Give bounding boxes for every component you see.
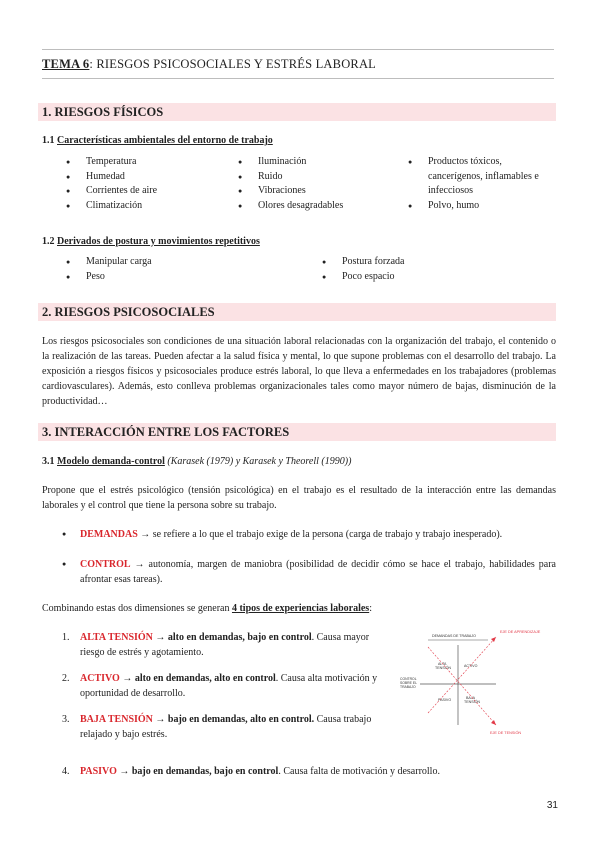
diagram-left-label: TRABAJO — [400, 685, 416, 689]
list-item: ● Polvo, humo — [408, 199, 558, 214]
item-number: 1. — [62, 632, 70, 643]
list-item: ● Corrientes de aire — [66, 184, 216, 199]
combine-line — [42, 601, 556, 616]
type-term: PASIVO — [80, 766, 117, 777]
page-title — [42, 57, 376, 72]
list-item: ● Humedad — [66, 170, 216, 185]
quadrant-alta-tension: ALTA — [438, 662, 447, 666]
eje-aprendizaje-arrowhead — [491, 637, 496, 642]
physical-list-col2 — [238, 155, 398, 213]
diagram-top-label: DEMANDAS DE TRABAJO — [432, 634, 476, 638]
list-item: ● Peso — [66, 270, 266, 285]
title-rest: : RIESGOS PSICOSOCIALES Y ESTRÉS LABORAL — [89, 57, 377, 71]
subsection-1-2-num: 1.2 — [42, 236, 57, 247]
demandas-text — [80, 527, 556, 542]
list-item: ● Iluminación — [238, 155, 398, 170]
type-effect: . Causa alta motivación y oportunidad de desarrollo. — [80, 673, 378, 699]
list-item: ● Climatización — [66, 199, 216, 214]
subsection-1-1 — [42, 135, 273, 146]
quadrant-baja-tension: BAJA — [466, 696, 475, 700]
experience-types-list-last — [62, 764, 556, 790]
item-number: 2. — [62, 673, 70, 684]
demandas-def: → se refiere a lo que el trabajo exige de la persona (carga de trabajo y trabajo inesperado). — [137, 529, 503, 540]
quadrant-baja-tension: TENSIÓN — [464, 700, 480, 704]
subsection-3-1-cite: (Karasek (1979) y Karasek y Theorell (1990)) — [164, 456, 352, 467]
type-term: ACTIVO — [80, 673, 120, 684]
list-item: ● Postura forzada — [322, 255, 522, 270]
type-definition: → bajo en demandas, alto en control. — [152, 714, 315, 725]
experience-type-item — [62, 712, 382, 742]
quadrant-pasivo: PASIVO — [438, 698, 452, 702]
list-item: ● Poco espacio — [322, 270, 522, 285]
diagram-left-label: CONTROL — [400, 677, 417, 681]
eje-tension-label: EJE DE TENSIÓN — [490, 731, 522, 735]
type-effect: . Causa falta de motivación y desarrollo. — [278, 766, 440, 777]
physical-list-col3 — [408, 155, 558, 213]
section-1-heading: 1. RIESGOS FÍSICOS — [38, 103, 556, 121]
experience-types-list — [62, 630, 382, 753]
control-def: → autonomía, margen de maniobra (posibilidad de decidir cómo se hace el trabajo, habilidades para afrontar esas tareas). — [80, 559, 556, 585]
list-item: ● Productos tóxicos, cancerígenos, inflamables e infecciosos — [408, 155, 558, 199]
top-rule — [42, 49, 554, 50]
demandas-term: DEMANDAS — [80, 529, 138, 540]
eje-aprendizaje-arrow — [428, 637, 496, 713]
quadrant-activo: ACTIVO — [464, 664, 478, 668]
eje-aprendizaje-label: EJE DE APRENDIZAJE — [500, 630, 541, 634]
type-definition: → alto en demandas, alto en control — [119, 673, 276, 684]
subsection-1-2-label: Derivados de postura y movimientos repetitivos — [57, 236, 260, 247]
type-effect: . Causa mayor riesgo de estrés y agotamiento. — [80, 632, 370, 658]
demandas-item — [62, 527, 556, 542]
subsection-1-2 — [42, 236, 260, 247]
type-definition: → alto en demandas, bajo en control — [152, 632, 312, 643]
eje-tension-arrow — [428, 647, 496, 725]
model-intro: Propone que el estrés psicológico (tensión psicológica) en el trabajo es el resultado de la interacción entre las demandas laborales y el control que tiene la persona sobre su trabajo. — [42, 485, 556, 511]
quadrant-alta-tension: TENSIÓN — [435, 666, 451, 670]
item-number: 4. — [62, 766, 70, 777]
subsection-3-1-num: 3.1 — [42, 456, 57, 467]
item-number: 3. — [62, 714, 70, 725]
diagram-left-label: SOBRE EL — [400, 681, 417, 685]
control-term: CONTROL — [80, 559, 131, 570]
bullet-dot: ● — [62, 530, 67, 538]
combine-post: : — [369, 603, 372, 614]
page-number: 31 — [546, 800, 558, 811]
title-prefix: TEMA 6 — [42, 57, 90, 71]
type-term: BAJA TENSIÓN — [80, 714, 153, 725]
control-text — [80, 557, 556, 587]
subsection-3-1 — [42, 456, 351, 467]
karasek-diagram — [398, 625, 558, 737]
experience-type-item — [62, 630, 382, 660]
subsection-1-1-label: Características ambientales del entorno de trabajo — [57, 135, 273, 146]
experience-type-item — [62, 671, 382, 701]
subsection-1-1-num: 1.1 — [42, 135, 57, 146]
list-item: ● Olores desagradables — [238, 199, 398, 214]
list-item: ● Ruido — [238, 170, 398, 185]
list-item: ● Vibraciones — [238, 184, 398, 199]
type-term: ALTA TENSIÓN — [80, 632, 153, 643]
bullet-dot: ● — [62, 560, 67, 568]
combine-bold: 4 tipos de experiencias laborales — [231, 603, 370, 614]
physical-list-col1 — [66, 155, 216, 213]
section-2-heading: 2. RIESGOS PSICOSOCIALES — [38, 303, 556, 321]
list-item: ● Manipular carga — [66, 255, 266, 270]
subsection-3-1-label: Modelo demanda-control — [57, 456, 165, 467]
psychosocial-paragraph: Los riesgos psicosociales son condiciones de una situación laboral relacionadas con la organización del trabajo, el contenido o la realización de las tareas. Pueden afectar a la salud física y mental, lo que supone problemas con el desarrollo del trabajo. La exposición a riesgos físicos y psicosociales produce estrés laboral, lo que lleva a enfermedades en los trabajadores (problemas cardiovasculares). Además, esto conlleva problemas organizacionales tales como mayor número de bajas, disminución de la productividad… — [42, 336, 556, 407]
title-rule — [42, 78, 554, 79]
combine-pre: Combinando estas dos dimensiones se generan — [42, 603, 232, 614]
posture-list-col1 — [66, 255, 266, 284]
type-definition: → bajo en demandas, bajo en control — [116, 766, 279, 777]
section-3-heading: 3. INTERACCIÓN ENTRE LOS FACTORES — [38, 423, 556, 441]
list-item: ● Temperatura — [66, 155, 216, 170]
experience-type-item — [62, 764, 556, 779]
control-item — [62, 557, 556, 587]
type-effect: Causa trabajo relajado y bajo estrés. — [80, 714, 372, 740]
eje-tension-arrowhead — [491, 720, 496, 725]
posture-list-col2 — [322, 255, 522, 284]
